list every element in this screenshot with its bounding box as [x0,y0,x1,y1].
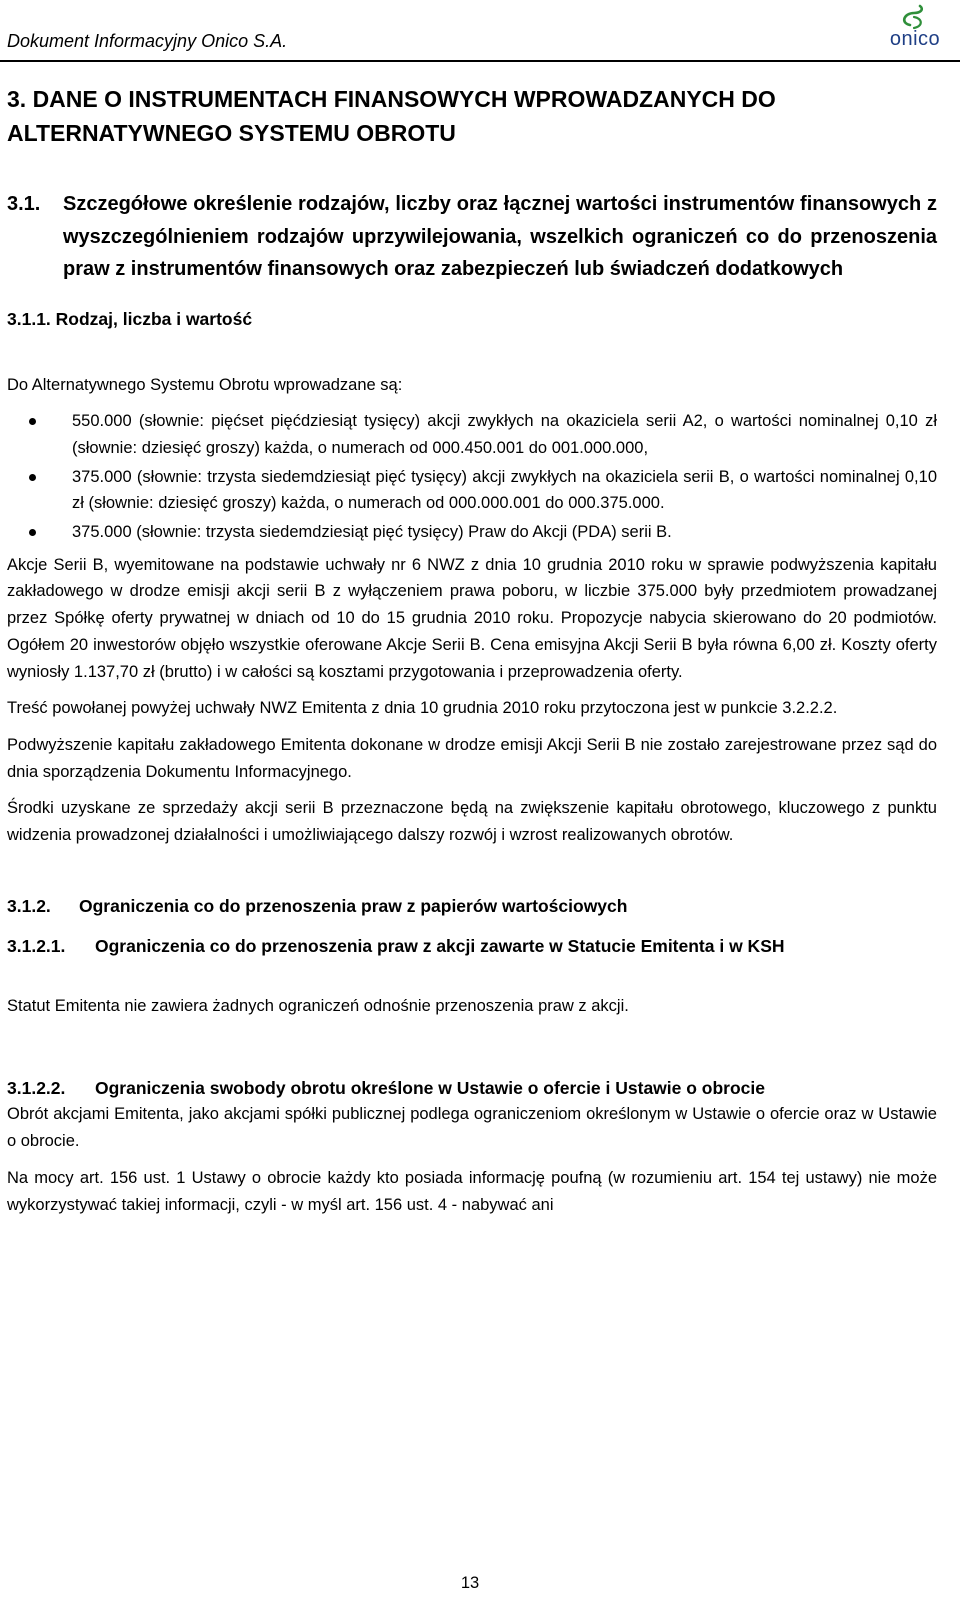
instruments-list [7,408,937,546]
section-3-heading: 3. DANE O INSTRUMENTACH FINANSOWYCH WPROWADZANYCH DO ALTERNATYWNEGO SYSTEMU OBROTU [7,86,776,146]
list-item [7,464,937,517]
section-3-1-2-2-title: Ograniczenia swobody obrotu określone w Ustawie o ofercie i Ustawie o obrocie [95,1078,766,1099]
section-3-1-number: 3.1. [7,193,41,215]
section-3-1-2-1-heading [7,933,937,959]
intro-paragraph: Do Alternatywnego Systemu Obrotu wprowadzane są: [7,375,403,394]
logo-wordmark: onico [889,28,941,50]
section-3-1-2-2-number: 3.1.2.2. [7,1078,66,1099]
paragraph-trading-restrictions: Obrót akcjami Emitenta, jako akcjami spółki publicznej podlega ograniczeniom określonym w Ustawie o ofercie oraz w Ustawie o obrocie. [7,1105,937,1151]
paragraph-funds-use: Środki uzyskane ze sprzedaży akcji serii B przeznaczone będą na zwiększenie kapitału obrotowego, kluczowego z punktu widzenia prowadzonej działalności i umożliwiającego dalszy rozwój i wzrost realizowanych obrotów. [7,799,937,845]
section-3-1-2-2-heading [7,1075,937,1101]
paragraph-series-b: Akcje Serii B, wyemitowane na podstawie uchwały nr 6 NWZ z dnia 10 grudnia 2010 roku w sprawie podwyższenia kapitału zakładowego w drodze emisji akcji serii B z wyłączeniem prawa poboru, w liczbie 375.000 były przedmiotem prowadzanej przez Spółkę oferty prywatnej w dniach od 10 do 15 grudnia 2010 roku. Propozycje nabycia skierowano do 20 podmiotów. Ogółem 20 inwestorów objęło wszystkie oferowane Akcje Serii B. Cena emisyjna Akcji Serii B była równa 6,00 zł. Koszty oferty wyniosły 1.137,70 zł (brutto) i w całości są kosztami przygotowania i przeprowadzenia oferty. [7,555,937,681]
document-title: Dokument Informacyjny Onico S.A. [7,31,288,51]
section-3-1-2-1-title: Ograniczenia co do przenoszenia praw z akcji zawarte w Statucie Emitenta i w KSH [95,935,785,956]
onico-logo-icon [894,4,934,30]
paragraph-statute: Statut Emitenta nie zawiera żadnych ograniczeń odnośnie przenoszenia praw z akcji. [7,996,629,1015]
section-3-1-heading [7,188,937,286]
bullet-icon [29,418,36,425]
list-item-text: 375.000 (słownie: trzysta siedemdziesiąt pięć tysięcy) Praw do Akcji (PDA) serii B. [72,523,672,542]
list-item-text: 550.000 (słownie: pięćset pięćdziesiąt tysięcy) akcji zwykłych na okaziciela serii A2, o wartości nominalnej 0,10 zł (słownie: dziesięć groszy) każda, o numerach od 000.450.001 do 001.000.000, [72,412,937,457]
section-3-1-2-1-number: 3.1.2.1. [7,935,66,956]
page-number: 13 [460,1574,480,1592]
section-3-1-2-title: Ograniczenia co do przenoszenia praw z papierów wartościowych [79,895,628,916]
header-divider [0,60,960,62]
page-content [7,82,937,1218]
paragraph-capital-increase: Podwyższenie kapitału zakładowego Emitenta dokonane w drodze emisji Akcji Serii B nie zostało zarejestrowane przez sąd do dnia sporządzenia Dokumentu Informacyjnego. [7,735,937,781]
section-3-1-1-heading: 3.1.1. Rodzaj, liczba i wartość [7,308,253,329]
paragraph-resolution: Treść powołanej powyżej uchwały NWZ Emitenta z dnia 10 grudnia 2010 roku przytoczona jest w punkcie 3.2.2.2. [7,699,838,718]
section-3-1-title: Szczegółowe określenie rodzajów, liczby oraz łącznej wartości instrumentów finansowych z wyszczególnieniem rodzajów uprzywilejowania, wszelkich ograniczeń co do przenoszenia praw z instrumentów finansowych oraz zabezpieczeń lub świadczeń dodatkowych [63,193,937,280]
bullet-icon [29,529,36,536]
paragraph-art-156: Na mocy art. 156 ust. 1 Ustawy o obrocie każdy kto posiada informację poufną (w rozumieniu art. 154 tej ustawy) nie może wykorzystywać takiej informacji, czyli - w myśl art. 156 ust. 4 - nabywać ani [7,1168,937,1214]
list-item-text: 375.000 (słownie: trzysta siedemdziesiąt pięć tysięcy) akcji zwykłych na okaziciela serii B, o wartości nominalnej 0,10 zł (słownie: dziesięć groszy) każda, o numerach od 000.000.001 do 000.375.000. [72,467,937,513]
section-3-1-2-heading [7,893,937,919]
company-logo [880,4,950,56]
list-item [7,408,937,461]
bullet-icon [29,474,36,481]
list-item [7,519,937,546]
section-3-1-2-number: 3.1.2. [7,895,51,916]
page-header [0,0,960,62]
